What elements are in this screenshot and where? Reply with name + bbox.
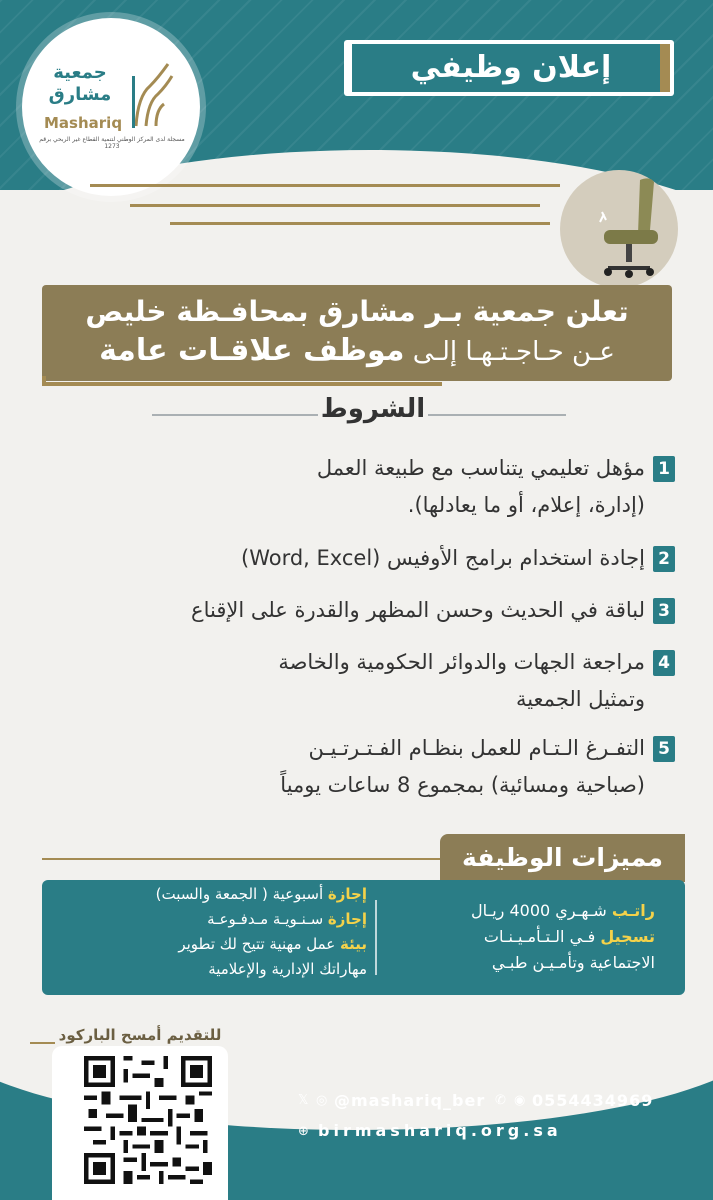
logo-mark-icon [128,56,176,136]
qr-label: للتقديم أمسح الباركود [58,1026,222,1044]
title-accent [660,44,670,92]
logo-name-en: Mashariq [44,114,123,132]
gold-line [130,204,540,207]
page-title: إعلان وظيفي [352,44,670,92]
condition-item: 4مراجعة الجهات والدوائر الحكومية والخاصة وتمثيل الجمعية [95,644,675,718]
features-divider [375,900,377,975]
condition-item: 1مؤهل تعليمي يتناسب مع طبيعة العمل (إدارة، إعلام، أو ما يعادلها). [95,450,675,524]
gold-line [170,222,550,225]
phone-number[interactable]: 0554434969 [532,1091,654,1110]
announcement-line1: تعلن جمعية بـر مشارق بمحافـظة خليص [85,295,629,328]
features-left: إجازة أسبوعية ( الجمعة والسبت) إجازة سـنـويـة مـدفـوعـة بيئة عمل مهنية تتيح لك تطوير مهاراتك الإدارية والإعلامية [155,885,367,978]
announcement-box [42,285,672,381]
condition-item: 3لباقة في الحديث وحسن المظهر والقدرة على الإقناع [95,592,675,629]
gold-line [90,184,560,187]
divider [152,414,318,416]
condition-item: 2إجادة استخدام برامج الأوفيس (Word, Excel) [95,540,675,577]
whatsapp-icon: ◉ [514,1093,526,1108]
x-icon: 𝕏 [298,1093,309,1108]
gold-line [42,858,442,860]
chair-icon [590,172,670,284]
announcement-accent [42,376,442,386]
logo-registration: مسجلة لدى المركز الوطني لتنمية القطاع غير الربحي برقم 1273 [39,136,185,150]
condition-item: 5التفـرغ الـتـام للعمل بنظـام الفـتـرتـيـن (صباحية ومسائية) بمجموع 8 ساعات يومياً [95,730,675,804]
job-role: موظف علاقـات عامة [99,333,405,368]
logo-name-ar: جمعية مشارق [48,62,112,105]
conditions-title: الشروط [320,394,426,424]
social-handle[interactable]: @mashariq_ber [334,1091,486,1110]
features-right: راتـب شـهـري 4000 ريـال تسجيل فـي الـتـأمـيـنـات الاجتماعية وتأمـيـن طبـي [471,901,655,972]
phone-icon: ✆ [495,1093,506,1108]
divider [428,414,566,416]
website[interactable]: birmashariq.org.sa [318,1121,562,1140]
announcement-line2: عـن حـاجـتـهـا إلـى موظف علاقـات عامة [99,333,615,368]
instagram-icon: ◎ [316,1093,328,1108]
globe-icon: ⊕ [298,1124,309,1139]
features-title: مميزات الوظيفة [440,834,685,882]
qr-code[interactable] [84,1056,212,1184]
